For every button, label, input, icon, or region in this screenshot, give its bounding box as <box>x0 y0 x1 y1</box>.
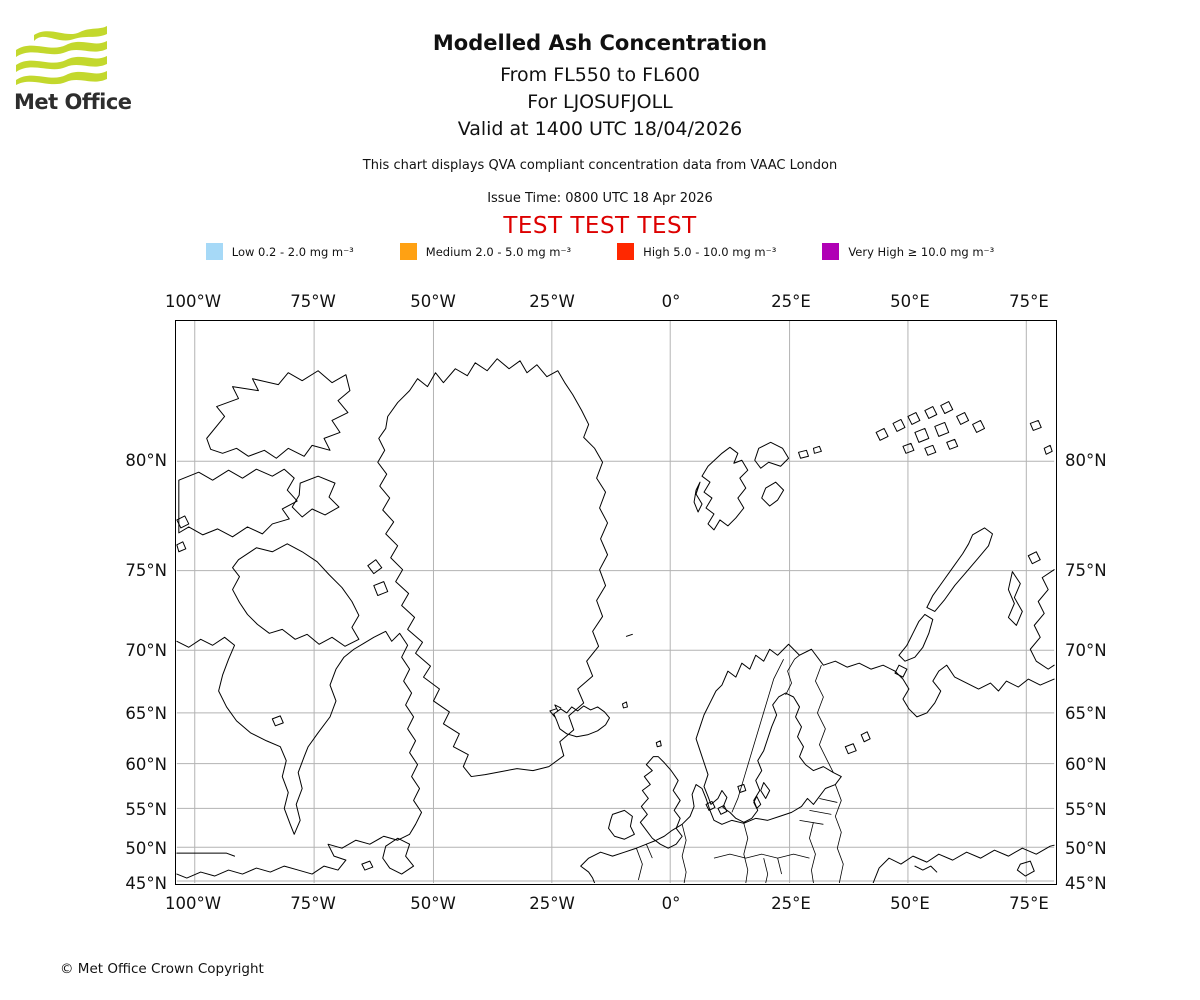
axis-tick-label: 55°N <box>1065 800 1107 819</box>
coastline-canada-mainland <box>177 631 422 878</box>
legend-label-high: High 5.0 - 10.0 mg m⁻³ <box>643 244 777 259</box>
coastline-great-britain <box>640 741 682 848</box>
axis-tick-label: 100°W <box>164 894 222 913</box>
legend-item-high <box>617 243 776 260</box>
axis-tick-label: 80°N <box>1065 451 1107 470</box>
coastline-canadian-arctic <box>207 371 350 459</box>
issue-time: Issue Time: 0800 UTC 18 Apr 2026 <box>487 191 713 206</box>
axis-tick-label: 45°N <box>1065 874 1107 893</box>
legend-swatch-medium <box>400 243 417 260</box>
axis-tick-label: 45°N <box>125 874 167 893</box>
axis-tick-label: 75°N <box>125 561 167 580</box>
coastline-russia-south <box>873 845 1054 883</box>
axis-tick-label: 55°N <box>125 800 167 819</box>
coastline-novaya-zemlya <box>895 528 992 677</box>
copyright-notice: © Met Office Crown Copyright <box>60 961 264 977</box>
axis-tick-label: 25°W <box>529 894 575 913</box>
axis-tick-label: 80°N <box>125 451 167 470</box>
axis-tick-label: 75°N <box>1065 561 1107 580</box>
coastline-franz-josef-land <box>876 402 1052 456</box>
legend <box>0 243 1200 260</box>
us-canada-border <box>177 853 235 856</box>
axis-tick-label: 25°E <box>771 894 811 913</box>
legend-label-medium: Medium 2.0 - 5.0 mg m⁻³ <box>425 244 572 259</box>
coastline-kara-sea <box>1030 570 1054 669</box>
axis-tick-label: 75°W <box>290 894 336 913</box>
coastline-greenland <box>378 359 608 777</box>
met-office-logo-text: Met Office <box>14 90 132 114</box>
legend-item-very-high <box>822 243 994 260</box>
coastline-newfoundland <box>362 838 414 874</box>
legend-label-very-high: Very High ≥ 10.0 mg m⁻³ <box>848 244 995 259</box>
coastline-baltic-islands <box>754 783 770 809</box>
axis-tick-label: 75°E <box>1009 894 1049 913</box>
coastline-iceland <box>550 705 610 737</box>
axis-tick-label: 50°W <box>410 894 456 913</box>
axis-tick-label: 0° <box>661 894 681 913</box>
axis-tick-label: 50°W <box>410 292 456 311</box>
legend-swatch-very-high <box>822 243 839 260</box>
axis-tick-label: 70°N <box>1065 641 1107 660</box>
map-region <box>175 320 1057 885</box>
axis-tick-label: 60°N <box>1065 755 1107 774</box>
coastline-ireland <box>609 810 635 839</box>
axis-tick-label: 75°E <box>1009 292 1049 311</box>
graticule <box>177 321 1054 883</box>
coastline-faroe-janmayen <box>622 634 632 708</box>
axis-tick-label: 50°E <box>890 894 930 913</box>
coastline-svalbard <box>694 442 821 530</box>
axis-tick-label: 65°N <box>125 704 167 723</box>
axis-tick-label: 75°W <box>290 292 336 311</box>
coastline-canadian-arctic <box>179 469 297 537</box>
axis-tick-label: 60°N <box>125 755 167 774</box>
subtitle-valid-time: Valid at 1400 UTC 18/04/2026 <box>457 118 743 140</box>
axis-tick-label: 25°W <box>529 292 575 311</box>
coastline-canadian-arctic <box>292 476 339 517</box>
test-banner: TEST TEST TEST <box>503 213 697 239</box>
subtitle-flight-levels: From FL550 to FL600 <box>500 64 700 86</box>
legend-item-low <box>206 243 354 260</box>
axis-tick-label: 25°E <box>771 292 811 311</box>
axis-tick-label: 70°N <box>125 641 167 660</box>
axis-tick-label: 50°N <box>1065 839 1107 858</box>
coastline-yamal <box>1008 552 1040 626</box>
axis-tick-label: 65°N <box>1065 704 1107 723</box>
legend-item-medium <box>400 243 571 260</box>
legend-swatch-high <box>617 243 634 260</box>
axis-tick-label: 50°N <box>125 839 167 858</box>
legend-label-low: Low 0.2 - 2.0 mg m⁻³ <box>231 244 354 259</box>
map-canvas <box>176 321 1055 883</box>
page-title: Modelled Ash Concentration <box>432 31 768 55</box>
axis-tick-label: 100°W <box>164 292 222 311</box>
axis-tick-label: 50°E <box>890 292 930 311</box>
qva-description: This chart displays QVA compliant concentration data from VAAC London <box>362 158 838 173</box>
subtitle-volcano: For LJOSUFJOLL <box>527 91 673 113</box>
axis-tick-label: 0° <box>661 292 681 311</box>
legend-swatch-low <box>206 243 223 260</box>
coastline-baffin-island <box>233 544 359 646</box>
